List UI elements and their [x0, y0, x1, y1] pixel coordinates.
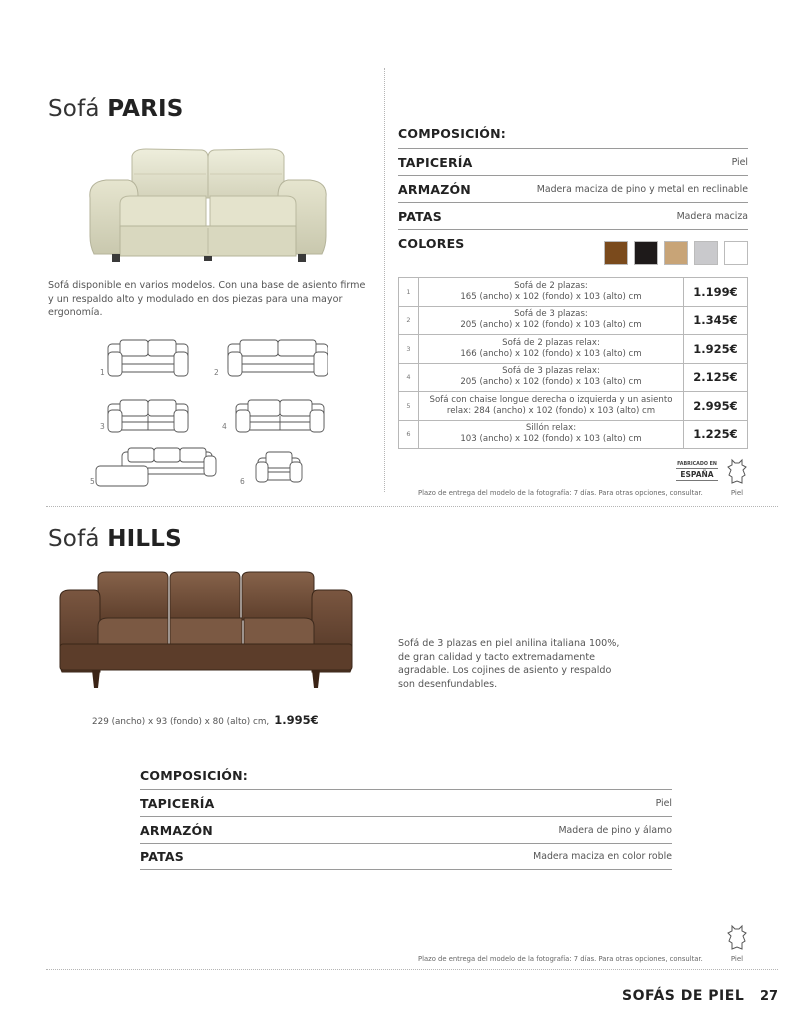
spec-key: COLORES — [398, 236, 465, 251]
row-number: 6 — [399, 420, 419, 449]
color-swatch[interactable] — [664, 241, 688, 265]
table-row — [399, 363, 748, 392]
paris-configurations-diagram — [88, 334, 328, 494]
row-line-2: 165 (ancho) x 102 (fondo) x 103 (alto) cm — [460, 291, 642, 302]
made-in-spain-badge — [676, 462, 718, 481]
config-number: 4 — [222, 422, 227, 431]
row-price: 1.925€ — [684, 335, 748, 364]
spec-key: TAPICERÍA — [398, 154, 473, 170]
row-number: 5 — [399, 392, 419, 421]
description-line: son desenfundables. — [398, 678, 498, 690]
spec-row-tapiceria — [398, 148, 748, 175]
row-number: 2 — [399, 306, 419, 335]
spec-row-armazon — [140, 816, 672, 843]
table-row — [399, 392, 748, 421]
row-description — [419, 335, 684, 364]
config-number: 5 — [90, 477, 95, 486]
section-divider — [46, 506, 778, 507]
hills-dimensions: 229 (ancho) x 93 (fondo) x 80 (alto) cm, — [92, 717, 270, 727]
paris-delivery-note: Plazo de entrega del modelo de la fotografía: 7 días. Para otras opciones, consultar. — [418, 489, 703, 497]
spec-row-armazon — [398, 175, 748, 202]
leather-hide-icon — [726, 924, 748, 952]
badge-bottom-text: ESPAÑA — [676, 469, 718, 481]
row-description — [419, 363, 684, 392]
spec-key: TAPICERÍA — [140, 795, 215, 811]
config-4-drawing — [236, 400, 324, 432]
paris-description: Sofá disponible en varios modelos. Con una base de asiento firme y un respaldo alto y modulado en dos piezas para una mayor ergonomía. — [48, 280, 366, 318]
spec-key: ARMAZÓN — [398, 181, 471, 197]
footer-divider — [46, 969, 778, 970]
hills-composition-heading: COMPOSICIÓN: — [140, 768, 248, 783]
row-price: 2.995€ — [684, 392, 748, 421]
page-number: 27 — [760, 989, 779, 1004]
description-line: de gran calidad y tacto extremadamente — [398, 651, 595, 663]
row-description — [419, 392, 684, 421]
hills-description — [398, 637, 619, 691]
row-line-1: Sofá de 3 plazas relax: — [502, 366, 600, 377]
table-row — [399, 335, 748, 364]
title-model-name: HILLS — [107, 526, 182, 552]
section-footer-label: SOFÁS DE PIEL — [622, 988, 745, 1004]
table-row — [399, 420, 748, 449]
hills-price-line — [92, 709, 319, 728]
table-row — [399, 278, 748, 307]
hills-title — [48, 526, 182, 552]
spec-row-tapiceria — [140, 789, 672, 816]
spec-value: Madera maciza en color roble — [533, 851, 672, 862]
hills-sofa-image — [54, 568, 358, 692]
row-price: 2.125€ — [684, 363, 748, 392]
row-line-1: Sillón relax: — [525, 423, 577, 434]
row-line-2: 103 (ancho) x 102 (fondo) x 103 (alto) cm — [460, 434, 642, 445]
spec-key: ARMAZÓN — [140, 822, 213, 838]
config-6-drawing — [256, 452, 302, 482]
row-line-2: 205 (ancho) x 102 (fondo) x 103 (alto) cm — [460, 320, 642, 331]
row-price: 1.199€ — [684, 278, 748, 307]
row-line-1: Sofá de 2 plazas relax: — [502, 337, 600, 348]
config-5-drawing — [96, 448, 216, 486]
description-line: agradable. Los cojines de asiento y respaldo — [398, 665, 612, 676]
hills-delivery-note: Plazo de entrega del modelo de la fotografía: 7 días. Para otras opciones, consultar. — [418, 955, 703, 963]
paris-composition-heading: COMPOSICIÓN: — [398, 126, 506, 141]
row-line-2: 205 (ancho) x 102 (fondo) x 103 (alto) cm — [460, 377, 642, 388]
row-description — [419, 306, 684, 335]
config-number: 1 — [100, 368, 105, 377]
color-swatch[interactable] — [634, 241, 658, 265]
color-swatches — [604, 241, 748, 265]
piel-label: Piel — [730, 955, 744, 963]
config-number: 3 — [100, 422, 105, 431]
paris-spec-table — [398, 148, 748, 266]
row-line-1: Sofá con chaise longue derecha o izquierda y un asiento — [429, 394, 673, 405]
badge-top-text: FABRICADO EN — [677, 462, 717, 467]
spec-row-patas — [398, 202, 748, 229]
paris-sofa-image — [84, 146, 332, 268]
spec-value: Madera de pino y álamo — [558, 824, 672, 836]
table-row — [399, 306, 748, 335]
color-swatch[interactable] — [724, 241, 748, 265]
paris-price-table — [398, 277, 748, 449]
row-price: 1.225€ — [684, 420, 748, 449]
row-line-2: relax: 284 (ancho) x 102 (fondo) x 103 (alto) cm — [446, 405, 656, 416]
title-prefix: Sofá — [48, 526, 100, 552]
row-number: 4 — [399, 363, 419, 392]
spec-row-patas — [140, 843, 672, 870]
description-line: Sofá de 3 plazas en piel anilina italiana 100%, — [398, 638, 620, 649]
color-swatch[interactable] — [604, 241, 628, 265]
row-number: 3 — [399, 335, 419, 364]
leather-hide-icon — [726, 458, 748, 486]
row-price: 1.345€ — [684, 306, 748, 335]
row-number: 1 — [399, 278, 419, 307]
row-description — [419, 278, 684, 307]
spec-value: Piel — [655, 797, 672, 809]
vertical-divider — [384, 68, 385, 492]
paris-title — [48, 96, 184, 122]
spec-value: Piel — [731, 156, 748, 168]
row-description — [419, 420, 684, 449]
row-line-2: 166 (ancho) x 102 (fondo) x 103 (alto) cm — [460, 348, 642, 359]
row-line-1: Sofá de 3 plazas: — [514, 309, 588, 320]
config-number: 6 — [240, 477, 245, 486]
spec-key: PATAS — [140, 849, 184, 864]
hills-price: 1.995€ — [274, 713, 319, 727]
row-line-1: Sofá de 2 plazas: — [514, 280, 588, 291]
title-model-name: PARIS — [107, 96, 184, 122]
spec-value: Madera maciza — [676, 210, 748, 222]
config-number: 2 — [214, 368, 219, 377]
config-1-drawing — [108, 340, 188, 376]
spec-row-colores — [398, 229, 748, 266]
config-2-drawing — [228, 340, 328, 376]
config-3-drawing — [108, 400, 188, 432]
hills-spec-table — [140, 789, 672, 870]
spec-value: Madera maciza de pino y metal en reclinable — [536, 183, 748, 195]
color-swatch[interactable] — [694, 241, 718, 265]
spec-key: PATAS — [398, 208, 442, 224]
title-prefix: Sofá — [48, 96, 100, 122]
piel-label: Piel — [730, 489, 744, 497]
